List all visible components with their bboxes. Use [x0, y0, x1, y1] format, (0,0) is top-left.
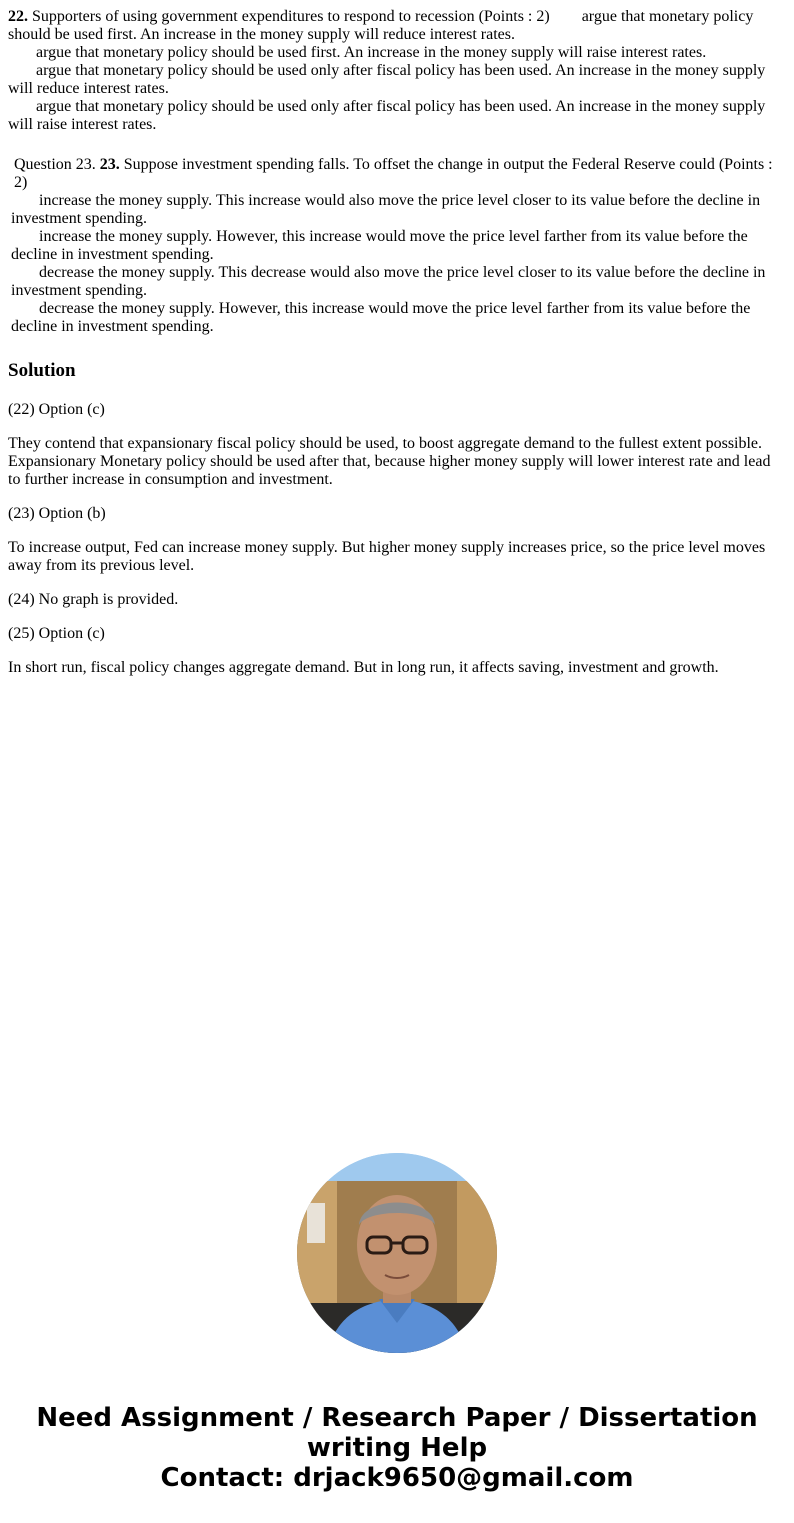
solution-answer-25: (25) Option (c) — [8, 625, 105, 642]
question-23-stem-line — [11, 156, 781, 192]
banner-contact-line: Contact: drjack9650@gmail.com — [160, 1463, 634, 1493]
author-photo — [297, 1153, 497, 1353]
solution-section — [8, 360, 784, 693]
author-portrait-image — [297, 1153, 497, 1353]
solution-explanation-25: In short run, fiscal policy changes aggregate demand. But in long run, it affects saving, investment and growth. — [8, 659, 719, 676]
question-22-option-a: argue that monetary policy should be used first. An increase in the money supply will reduce interest rates. — [8, 8, 754, 43]
question-22-stem: Supporters of using government expenditures to respond to recession (Points : 2) — [28, 8, 550, 25]
question-22-number: 22. — [8, 8, 28, 25]
solution-answer-24: (24) No graph is provided. — [8, 591, 179, 608]
question-22-option-b: argue that monetary policy should be used first. An increase in the money supply will raise interest rates. — [36, 44, 707, 61]
question-23-prefix: Question 23. — [14, 156, 100, 173]
solution-explanation-23: To increase output, Fed can increase money supply. But higher money supply increases price, so the price level moves away from its previous level. — [8, 539, 766, 574]
question-22 — [8, 8, 784, 134]
question-23-option-c: decrease the money supply. This decrease would also move the price level closer to its value before the decline in investment spending. — [11, 264, 766, 299]
banner-line-2: writing Help — [306, 1433, 488, 1463]
question-23-option-b: increase the money supply. However, this increase would move the price level farther from its value before the decline in investment spending. — [11, 228, 748, 263]
solution-answer-22: (22) Option (c) — [8, 401, 105, 418]
solution-heading: Solution — [8, 360, 76, 381]
question-23-number: 23. — [99, 156, 120, 173]
question-23-stem: Suppose investment spending falls. To offset the change in output the Federal Reserve could (Points : 2) — [14, 156, 773, 191]
contact-banner — [0, 1403, 794, 1493]
question-22-option-d: argue that monetary policy should be used only after fiscal policy has been used. An increase in the money supply will raise interest rates. — [8, 98, 766, 133]
question-22-stem-line — [8, 8, 784, 44]
solution-explanation-22: They contend that expansionary fiscal policy should be used, to boost aggregate demand to the fullest extent possible. Expansionary Monetary policy should be used after that, because higher money supply will lower interest rate and lead to further increase in consumption and investment. — [8, 435, 771, 488]
banner-line-1: Need Assignment / Research Paper / Dissertation — [36, 1403, 758, 1433]
solution-answer-23: (23) Option (b) — [8, 505, 106, 522]
question-22-option-c: argue that monetary policy should be used only after fiscal policy has been used. An increase in the money supply will reduce interest rates. — [8, 62, 766, 97]
question-23-option-d: decrease the money supply. However, this increase would move the price level farther from its value before the decline in investment spending. — [11, 300, 751, 335]
question-23 — [11, 156, 781, 336]
question-23-option-a: increase the money supply. This increase would also move the price level closer to its value before the decline in investment spending. — [11, 192, 761, 227]
